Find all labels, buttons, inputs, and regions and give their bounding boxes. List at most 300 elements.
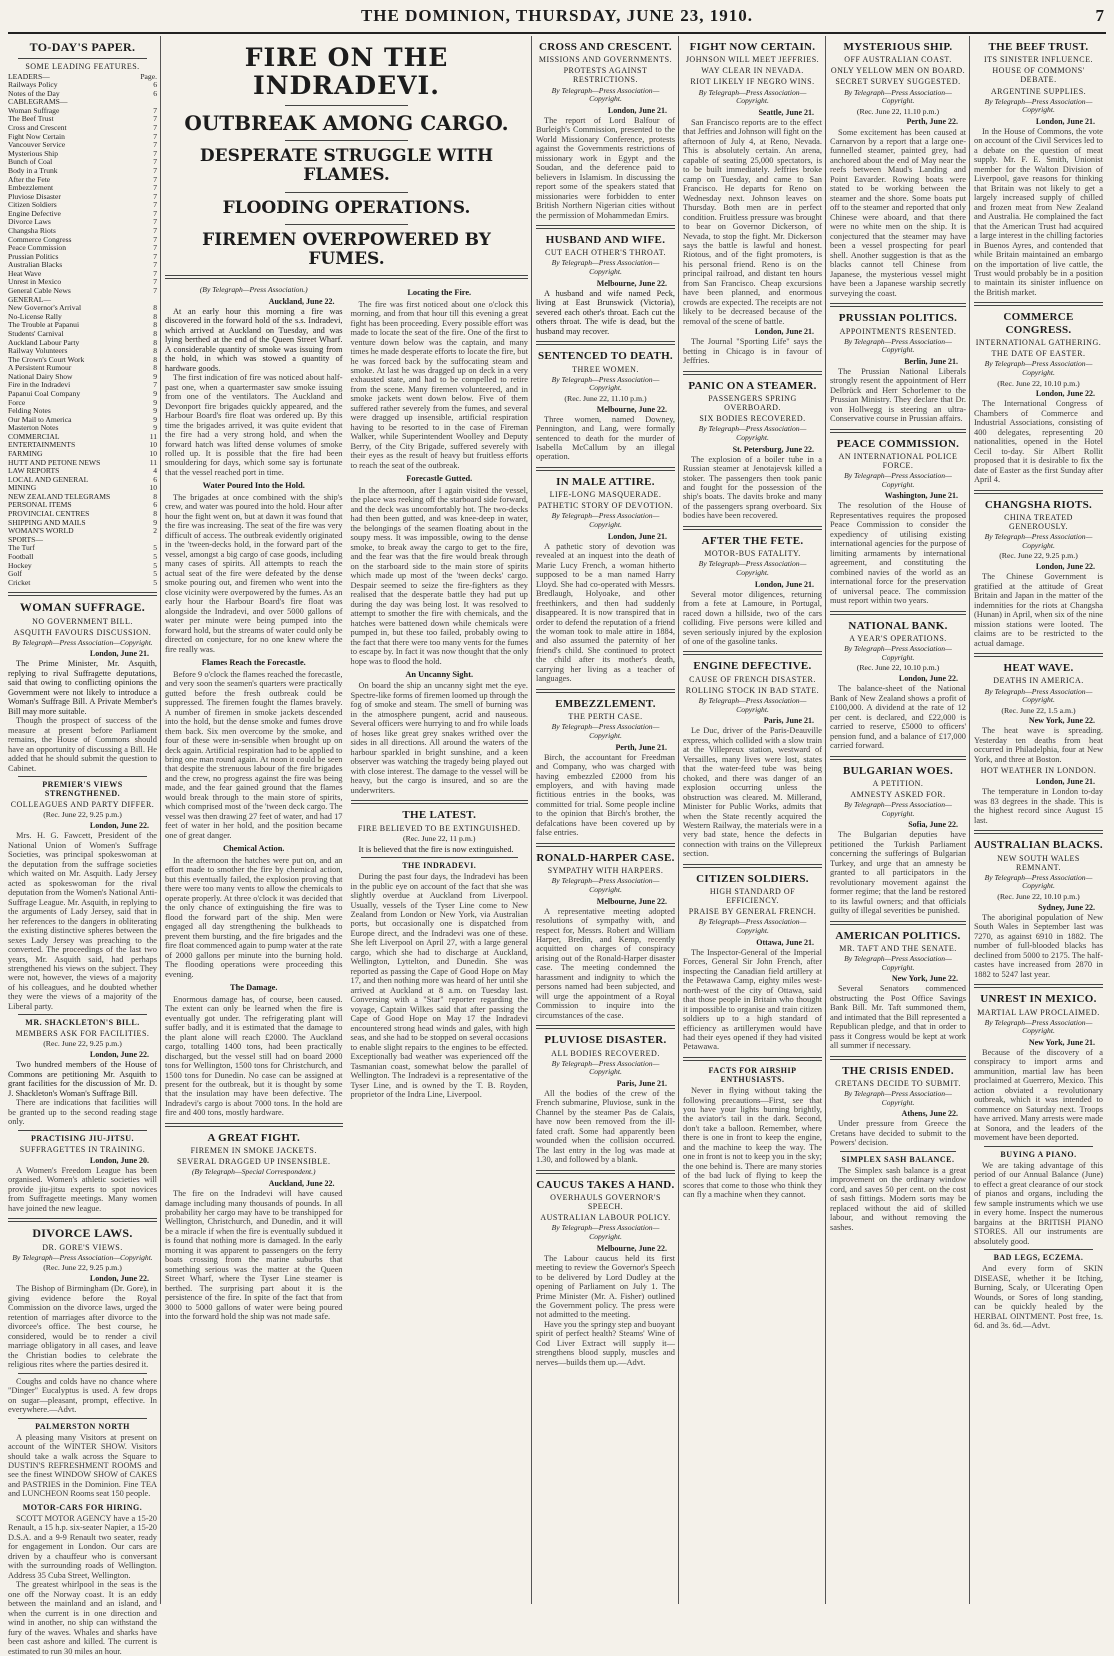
index-entry-label: Prussian Politics — [8, 251, 59, 261]
index-entry-label: Heat Wave — [8, 268, 42, 278]
index-entry-page: 7 — [153, 234, 157, 244]
subhead: RIOT LIKELY IF NEGRO WINS. — [690, 77, 815, 87]
index-entry-page: 7 — [153, 260, 157, 270]
received-time: (Rec. June 22, 9.25 p.m.) — [43, 1263, 122, 1273]
received-time: (Rec. June 22, 10.10 p.m.) — [997, 378, 1080, 388]
index-entry-label: Auckland Labour Party — [8, 337, 80, 347]
index-entry-label: Students' Carnival — [8, 328, 64, 338]
index-entry-page: 7 — [153, 268, 157, 278]
index-entry-page: 7 — [153, 200, 157, 210]
index-entry-page: 7 — [153, 286, 157, 296]
section-head: Locating the Fire. — [407, 288, 472, 298]
subhead: PROTESTS AGAINST RESTRICTIONS. — [563, 66, 648, 85]
index-entry-page: 8 — [153, 311, 157, 321]
dateline: London, June 21. — [1035, 777, 1095, 787]
received-time: (Rec. June 22, 9.25 p.m.) — [999, 551, 1078, 561]
index-entry-label: Australian Blacks — [8, 260, 63, 270]
dateline: Melbourne, June 22. — [596, 1243, 667, 1253]
index-entry-label: National Dairy Show — [8, 371, 73, 381]
headline-embezzlement: EMBEZZLEMENT. — [555, 697, 656, 710]
index-entry-label: Engine Defective — [8, 208, 61, 218]
index-entry-label: Woman Suffrage — [8, 105, 60, 115]
dateline: Sydney, June 22. — [1038, 902, 1095, 912]
index-entry-page: 8 — [153, 328, 157, 338]
byline: By Telegraph—Press Association—Copyright. — [551, 258, 660, 277]
dateline: Ottawa, June 21. — [756, 937, 814, 947]
index-entry-page: 7 — [153, 217, 157, 227]
section-head: The Damage. — [230, 983, 278, 993]
dateline: New York, June 22. — [1028, 716, 1095, 726]
subhead: AMNESTY ASKED FOR. — [850, 790, 946, 800]
subhead: CAUSE OF FRENCH DISASTER. — [689, 674, 816, 684]
column-1: TO-DAY'S PAPER. SOME LEADING FEATURES. LEADERS— Page. Railways Policy 6 Notes of the Day 6 CABLEGRAMS— Woman Suffrage 7 The Beef Trust 7 Cross and Crescent 7 Fight Now Certain 7 Vancouver Service 7 Mysterious Ship 7 Bunch of Coal 7 Body in a Trunk 7 After the Fete 7 Embezzlement 7 Pluviose Disaster 7 Citizen Soldiers 7 Engine Defective 7 Divorce Laws 7 Changsha Riots 7 Commerce Congress 7 Peace Commission 7 Prussian Politics 7 Australian Blacks 7 Heat Wave 7 Unrest in Mexico 7 General Cable News 7 GENERAL— New Governor's Arrival 8 No-License Rally 8 The Trouble at Papanui 8 Students' Carnival 8 Auckland Labour Party 8 Railway Volunteers 8 The Crown's Court Work 8 A Persistent Rumour 8 National Dairy Show 9 Fire in the Indradevi 7 Papanui Coal Company 9 Force 9 Felding Notes 9 Our Mail to America 9 Masterton Notes 9 COMMERCIAL 11 ENTERTAINMENTS 10 FARMING 10 HUTT AND PETONE NEWS 11 LAW REPORTS 4 LOCAL AND GENERAL 6 MINING 10 NEW ZEALAND TELEGRAMS 8 PERSONAL ITEMS 6 PROVINCIAL CENTRES 8 SHIPPING AND MAILS 9 WOMAN'S WORLD 2 SPORTS— The Turf 5 Football 5 Hockey 5 Golf 5 Cricket 5 WOMAN SUFFRAGE. NO GOVERNMENT BILL. ASQUITH FAVOURS DISCUSSION. By Telegraph—Press Association—Copyright. London, June 21. The Prime Minister, Mr. Asquith, replying to rival Suffragette deputations, said that owing to conflicting opinions the Government were not likely to introduce a Woman's Suffrage Bill. A Private Member's Bill may more suitable. Though the prospect of success of the measure at present before Parliament remains, the House of Commons should have an opportunity of discussing a Bill. He added that he should submit the question to Cabinet. PREMIER'S VIEWS STRENGTHENED. COLLEAGUES AND PARTY DIFFER. (Rec. June 22, 9.25 p.m.) London, June 22. Mrs. H. G. Fawcett, President of the National Union of Women's Suffrage Societies, was principal spokeswoman at the deputation from the suffrage societies which waited on Mr. Asquith. Lady Jersey acted as spokeswoman for the rival deputation from the Women's National Anti-Suffrage League. Mr. Asquith, in replying to the arguments of Lady Jersey, said that in her references to the dangers in obliterating the existing distinctive spheres between the sexes Lady Jersey was preaching to the converted. The proceedings of the last two years, Mr. Asquith said, had perhaps strengthened his views on the subject. They were not, however, the views of a majority of his colleagues, and he doubted whether they were the views of a majority of the Liberal party. MR. SHACKLETON'S BILL. MEMBERS ASK FOR FACILITIES. (Rec. June 22, 9.25 p.m.) London, June 22. Two hundred members of the House of Commons are petitioning Mr. Asquith to grant facilities for the discussion of Mr. D. J. Shackleton's Woman's Suffrage Bill. There are indications that facilities will be granted up to the second reading stage only. PRACTISING JIU-JITSU. SUFFRAGETTES IN TRAINING. London, June 20. A Women's Freedom League has been organised. Women's athletic societies will provide jiu-jitsu experts to spot novices from Suffragette meetings. Many women have joined the new league. DIVORCE LAWS. DR. GORE'S VIEWS. By Telegraph—Press Association—Copyright. (Rec. June 22, 9.25 p.m.) London, June 22. The Bishop of Birmingham (Dr. Gore), in giving evidence before the Royal Commission on the divorce laws, urged the retention of marriages after divorce to the divorcee's office. The best course, he considered, would be to render a civil marriage obligatory in all cases, and leave the Christian bodies to celebrate the religious rites where the parties desired it. Coughs and colds have no chance where "Dinger" Eucalyptus is used. A few drops on sugar—pleasant, prompt, effective. In everywhere.—Advt. PALMERSTON NORTH A pleasing many Visitors at present on account of the WINTER SHOW. Visitors should take a walk across the Square to DUSTIN'S REFRESHMENT ROOMS and see the finest WINDOW SHOW of CAKES and PASTRIES in the Dominion. Fine TEA and LUNCHEON Rooms seat 150 people. MOTOR-CARS FOR HIRING. SCOTT MOTOR AGENCY have a 15-20 Renault, a 15 h.p. six-seater Napier, a 15-20 D.S.A. and a 9-9 Renault two seater, ready for engagement in London. Our cars are driven by a chauffeur who is conversant with the surrounding roads of Wellington. Address 35 Cuba Street, Wellington. The greatest whirlpool in the seas is the one off the Norway coast. It is an eddy between the mainland and an island, and when the current is in one direction and wind in another, no ship can withstand the fury of the waves. Whales and sharks have been cast ashore and killed. The current is estimated to run 30 miles an hour. — [8, 36, 161, 1604]
dateline: Auckland, June 22. — [268, 1178, 335, 1188]
index-entry-page: 9 — [153, 371, 157, 381]
index-entry-label: After the Fete — [8, 174, 51, 184]
subhead: INTERNATIONAL GATHERING. — [975, 338, 1102, 348]
headline-heat-wave: HEAT WAVE. — [1003, 662, 1074, 675]
index-entry-label: Mysterious Ship — [8, 148, 58, 158]
index-entry-page: 7 — [153, 183, 157, 193]
section-head: Flames Reach the Forecastle. — [201, 658, 306, 668]
dateline: Paris, June 21. — [616, 1078, 667, 1088]
index-entry-label: Body in a Trunk — [8, 165, 58, 175]
headline-fight-certain: FIGHT NOW CERTAIN. — [689, 41, 816, 53]
index-entry-label: Our Mail to America — [8, 414, 72, 424]
byline: By Telegraph—Press Association—Copyright. — [844, 954, 952, 972]
headline-after-fete: AFTER THE FETE. — [701, 534, 804, 547]
index-entry-label: Golf — [8, 569, 22, 579]
subhead: MR. TAFT AND THE SENATE. — [839, 944, 957, 954]
byline: By Telegraph—Press Association—Copyright. — [551, 876, 660, 894]
index-entry-label: The Turf — [8, 543, 35, 553]
subhead: CRETANS DECIDE TO SUBMIT. — [835, 1079, 961, 1089]
index-entry-label: General Cable News — [8, 286, 71, 296]
received-time: (Rec. June 22, 11.10 p.m.) — [856, 106, 940, 116]
byline: By Telegraph—Press Association—Copyright. — [698, 559, 807, 577]
dateline: London, June 21. — [754, 579, 814, 589]
index-entry-page: 5 — [153, 560, 157, 570]
headline-citizen-soldiers: CITIZEN SOLDIERS. — [696, 872, 809, 885]
index-entry-page: 7 — [153, 114, 157, 124]
column-3: CROSS AND CRESCENT. MISSIONS AND GOVERNMENTS. PROTESTS AGAINST RESTRICTIONS. By Telegraph—Press Association—Copyright. London, June 21. The report of Lord Balfour of Burleigh's Commission, presented to the World Missionary Conference, protests against the Governments restrictions of missionary work in Egypt and the Soudan, and the deference paid to believers in Islamism. In discussing the report some of the speakers stated that missionaries were forbidden to enter British Northern Nigerian cities without the permission of Mohammedan Emirs. HUSBAND AND WIFE. CUT EACH OTHER'S THROAT. By Telegraph—Press Association—Copyright. Melbourne, June 22. A husband and wife named Peck, living at East Brunswick (Victoria), severed each other's throat. Each cut the others throat. The wife is dead, but the husband may recover. SENTENCED TO DEATH. THREE WOMEN. By Telegraph—Press Association—Copyright. (Rec. June 22, 11.10 p.m.) Melbourne, June 22. Three women, named Downey, Pennington, and Lang, were formally sentenced to death for the murder of Isabella McCallum by an illegal operation. IN MALE ATTIRE. LIFE-LONG MASQUERADE. PATHETIC STORY OF DEVOTION. By Telegraph—Press Association—Copyright. London, June 21. A pathetic story of devotion was revealed at an inquest into the death of Marie Lucy French, a woman hitherto supposed to be a man named Harry Lloyd. She had co-operated with Messrs. Bredlaugh, Holyoake, and other freethinkers, and then had suddenly disappeared. It is now transpired that in order to defend the reputation of a friend the woman took to male attire in 1884, and also assumed the paternity of her friend's child. She continued to protect the child after its mother's death, carrying her living as a teacher of languages. EMBEZZLEMENT. THE PERTH CASE. By Telegraph—Press Association—Copyright. Perth, June 21. Birch, the accountant for Freedman and Company, who was charged with having embezzled £2000 from his employers, and with having made fictitious entries in the books, was committed for trial. Some people incline to the opinion that Birch's brother, the defalcations have been covered up by false entries. RONALD-HARPER CASE. SYMPATHY WITH HARPERS. By Telegraph—Press Association—Copyright. Melbourne, June 22. A representative meeting adopted resolutions of sympathy with, and respect for, Messrs. Robert and William Harper, Bredin, and Kemp, recently acquitted on charges of conspiracy arising out of the Ronald-Harper disaster case. The meeting condemned the harassment and indignity to which the persons named had been subjected, and will urge the appointment of a Royal Commission to inquire into the circumstances of the case. PLUVIOSE DISASTER. ALL BODIES RECOVERED. By Telegraph—Press Association—Copyright. Paris, June 21. All the bodies of the crew of the French submarine, Pluviose, sunk in the Channel by the steamer Pas de Calais, have now been removed from the ill-fated craft. Some had apparently been wounded when the collision occurred. The last entry in the log was made at 1.30, and followed by a blank. CAUCUS TAKES A HAND. OVERHAULS GOVERNOR'S SPEECH. AUSTRALIAN LABOUR POLICY. By Telegraph—Press Association—Copyright. Melbourne, June 22. The Labour caucus held its first meeting to review the Governor's Speech to be delivered by Lord Dudley at the opening of Parliament on July 1. The Prime Minister (Mr. A. Fisher) outlined the Government policy. The press were not admitted to the meeting. Have you the springy step and buoyant spirit of perfect health? Steams' Wine of Cod Liver Extract will supply it—strengthens blood supply, muscles and nerves—builds them up.—Advt. — [536, 36, 679, 1604]
index-entry-label: Citizen Soldiers — [8, 200, 57, 210]
subhead: PATHETIC STORY OF DEVOTION. — [537, 501, 674, 511]
byline: By Telegraph—Press Association—Copyright. — [551, 722, 660, 740]
dateline: London, June 22. — [89, 821, 149, 831]
subhead: SEVERAL DRAGGED UP INSENSIBLE. — [176, 1157, 331, 1167]
index-entry-page: 10 — [149, 483, 157, 493]
dateline: Melbourne, June 22. — [596, 404, 667, 414]
subhead: MOTOR-BUS FATALITY. — [704, 549, 801, 559]
index-title: TO-DAY'S PAPER. — [29, 40, 136, 54]
index-entry-label: Embezzlement — [8, 183, 54, 193]
index-entry-page: 5 — [153, 569, 157, 579]
byline: By Telegraph—Press Association—Copyright. — [844, 644, 952, 662]
headline-changsha-riots: CHANGSHA RIOTS. — [984, 498, 1093, 511]
index-entry-page: 5 — [153, 551, 157, 561]
index-entry-page: 8 — [153, 337, 157, 347]
article-text: A husband and wife named Peck, living at East Brunswick (Victoria), severed each other's throat. Each cut the others throat. The wife is dead, but the husband may recover. — [536, 288, 675, 336]
index-entry-label: Fire in the Indradevi — [8, 380, 71, 390]
index-entry-page: 6 — [153, 474, 157, 484]
headline-national-bank: NATIONAL BANK. — [848, 619, 948, 632]
headline-engine-defective: ENGINE DEFECTIVE. — [693, 660, 812, 673]
headline-panic-steamer: PANIC ON A STEAMER. — [688, 379, 817, 392]
index-entry-label: Railways Policy — [8, 80, 58, 90]
index-entry-label: Divorce Laws — [8, 217, 51, 227]
subhead: PRACTISING JIU-JITSU. — [31, 1133, 134, 1143]
subhead: ALL BODIES RECOVERED. — [551, 1048, 660, 1058]
dateline: Berlin, June 21. — [904, 356, 958, 366]
index-entry-label: GENERAL— — [8, 294, 52, 304]
received-time: (Rec. June 22, 9.25 p.m.) — [43, 1039, 122, 1049]
headline-pluviose: PLUVIOSE DISASTER. — [544, 1034, 667, 1047]
index-entry-label: NEW ZEALAND TELEGRAMS — [8, 491, 111, 501]
index-list-general — [8, 296, 157, 588]
byline: By Telegraph—Press Association—Copyright. — [984, 686, 1093, 705]
subhead: SYMPATHY WITH HARPERS. — [547, 866, 664, 876]
headline-prussian-politics: PRUSSIAN POLITICS. — [838, 312, 958, 325]
index-entry-page: 8 — [153, 363, 157, 373]
index-entry-page: 7 — [153, 140, 157, 150]
subhead: A YEAR'S OPERATIONS. — [849, 634, 947, 644]
index-entry-page: 6 — [153, 88, 157, 98]
subhead: ONLY YELLOW MEN ON BOARD. — [830, 66, 966, 76]
subhead: MOTOR-CARS FOR HIRING. — [22, 1502, 143, 1512]
subhead: AUSTRALIAN LABOUR POLICY. — [540, 1213, 671, 1223]
byline: By Telegraph—Press Association—Copyright. — [551, 1058, 660, 1077]
index-entry-page: 8 — [153, 320, 157, 330]
dateline: Seattle, June 21. — [758, 107, 814, 117]
byline: By Telegraph—Press Association—Copyright. — [698, 424, 807, 442]
dateline: New York, June 22. — [891, 974, 958, 984]
byline: (By Telegraph—Press Association.) — [199, 285, 308, 295]
subhead: WAY CLEAR IN NEVADA. — [701, 66, 804, 76]
headline-american-politics: AMERICAN POLITICS. — [835, 929, 961, 942]
headline-latest: THE LATEST. — [402, 809, 477, 822]
received-time: (Rec. June 22, 10.10 p.m.) — [997, 892, 1080, 902]
index-entry-page: 7 — [153, 174, 157, 184]
index-entry-label: CABLEGRAMS— — [8, 97, 68, 107]
masthead — [8, 4, 1106, 34]
index-entry-label: Papanui Coal Company — [8, 388, 81, 398]
subhead: JOHNSON WILL MEET JEFFRIES. — [685, 55, 820, 65]
dateline: Washington, June 21. — [884, 491, 958, 501]
subhead: PALMERSTON NORTH — [35, 1421, 130, 1431]
index-entry-page: 11 — [149, 431, 157, 441]
received-time: (Rec. June 22, 11.10 p.m.) — [564, 393, 647, 403]
received-time: (Rec. June 22, 1.5 a.m.) — [1001, 705, 1076, 715]
headline-fire-indradevi: FIRE ON THE INDRADEVI. — [244, 43, 449, 101]
dateline: London, June 21. — [607, 105, 667, 115]
index-entry-page: 8 — [153, 491, 157, 501]
section-head: Water Poured Into the Hold. — [202, 481, 305, 491]
subhead: PASSENGERS SPRING OVERBOARD. — [708, 394, 797, 413]
article-text: At an early hour this morning a fire was discovered in the forward hold of the s.s. Indradevi, which arrived at Auckland on Tuesday, and was lying berthed at the end of the Queen Street Wharf. A considerable quantity of smoke was issuing from the hold, in which was stowed a quantity of hardware goods. — [165, 306, 343, 373]
index-entry-label: WOMAN'S WORLD — [8, 526, 74, 536]
byline: By Telegraph—Press Association—Copyright. — [698, 87, 807, 106]
headline-woman-suffrage: WOMAN SUFFRAGE. — [19, 600, 146, 615]
index-entry-page: 9 — [153, 388, 157, 398]
subhead: MR. SHACKLETON'S BILL. — [25, 1018, 140, 1028]
dateline: Paris, June 21. — [763, 716, 814, 726]
column-5: MYSTERIOUS SHIP. OFF AUSTRALIAN COAST. ONLY YELLOW MEN ON BOARD. SECRET SURVEY SUGGESTED. By Telegraph—Press Association—Copyright. (Rec. June 22, 11.10 p.m.) Perth, June 22. Some excitement has been caused at Carnarvon by a report that a large one-funnelled steamer, painted grey, had anchored about the end of May near the reefs between Maud's Landing and Point Eavarder. Rowing boats were stated to be working between the steamer and the shore. Some boats put off to the steamer and reported that only Chinese were aboard, and that there were no white men on the ship. It is conjectured that the steamer may have been a vessel prospecting for pearl shell. Another suggestion is that as the blacks cannot tell Chinese from Japanese, the mysterious vessel might have been a Japanese warship secretly surveying the coast. PRUSSIAN POLITICS. APPOINTMENTS RESENTED. By Telegraph—Press Association—Copyright. Berlin, June 21. The Prussian National Liberals strongly resent the appointment of Herr Delbrück and Herr Schorlemer to the Prussian Ministry. They declare that Dr. von Hollwegg is steering an ultra-Conservative course in Prussian affairs. PEACE COMMISSION. AN INTERNATIONAL POLICE FORCE. By Telegraph—Press Association—Copyright. Washington, June 21. The resolution of the House of Representatives requires the proposed Peace Commission to consider the expediency of utilising existing international agencies for the purpose of limiting armaments by international agreement, and constituting the combined navies of the world as an international force for the preservation of universal peace. The commission must report within two years. NATIONAL BANK. A YEAR'S OPERATIONS. By Telegraph—Press Association—Copyright. (Rec. June 22, 10.10 p.m.) London, June 22. The balance-sheet of the National Bank of New Zealand shows a profit of £100,000. A dividend at the rate of 12 per cent. is declared, and £22,000 is carried to reserve, £5000 to officers' pension fund, and a balance of £17,000 carried forward. BULGARIAN WOES. A PETITION. AMNESTY ASKED FOR. By Telegraph—Press Association—Copyright. Sofia, June 22. The Bulgarian deputies have petitioned the Turkish Parliament concerning the sufferings of Bulgarian Turkey, and urge that an amnesty be granted to all participators in the revolutionary movement against the former regime; that the land be restored to its lawful owners; and that officials guilty of illegal severities be punished. AMERICAN POLITICS. MR. TAFT AND THE SENATE. By Telegraph—Press Association—Copyright. New York, June 22. Several Senators commenced obstructing the Post Office Savings Bank Bill. Mr. Taft summoned them, and intimated that the Bill represented a Republican pledge, and that in order to pass it Congress would be kept at work all summer if necessary. THE CRISIS ENDED. CRETANS DECIDE TO SUBMIT. By Telegraph—Press Association—Copyright. Athens, June 22. Under pressure from Greece the Cretans have decided to submit to the Powers' decision. SIMPLEX SASH BALANCE. The Simplex sash balance is a great improvement on the ordinary window cord, and saves 50 per cent. on the cost of sash fittings. Modern sorts may be replaced without the aid of skilled labour, and without removing the sashes. — [830, 36, 970, 1604]
index-entry-label: Notes of the Day — [8, 88, 60, 98]
subhead: ITS SINISTER INFLUENCE. — [983, 55, 1094, 65]
fire-story-body: (By Telegraph—Press Association.) Auckland, June 22. At an early hour this morning a fire was discovered in the forward hold of the s.s. Indradevi, which arrived at Auckland on Tuesday, and was lying berthed at the end of the Queen Street Wharf. A considerable quantity of smoke was issuing from the hold, in which was stowed a quantity of hardware goods. The first indication of fire was noticed about half-past one, when a quartermaster saw smoke issuing from one of the ventilators. The Auckland and Devonport fire brigades quickly appeared, and the Harbour Board's fire float was ordered up. By this time the brigades arrived, it was quite evident that the fire had a very strong hold, and when the forward hatch was lifted dense volumes of smoke rolled up. It is possible that the fire had been smouldering for days, which some say is fortunate that the vessel reached port in time. Water Poured Into the Hold. The brigades at once combined with the ship's crew, and water was poured into the hold. Hour after hour the fight went on, but at dawn it was found that the fire was increasing. The seat of the fire was very difficult of access. The outbreak evidently originated in the 'tween-decks hold, in the forward part of the vessel, amongst a big cargo of case goods, including many cases of spirits. All attempts to reach the actual seat of the fire were defeated by the dense smoke pouring out, and firemen who went into the close vicinity were overpowered by the fumes. As an early hour the Harbour Board's fire float was alongside the Indradevi, and over 5000 gallons of water per minute were being pumped into the forward hold, but the streams of water could only be directed on conjecture, for no one knew where the fire really was. Flames Reach the Forecastle. Before 9 o'clock the flames reached the forecastle, and very soon the seamen's quarters were practically gutted before the fresh outbreak could be suppressed. The firemen fought the flames bravely. A number of firemen in smoke jackets descended into the hold, but the dense smoke and fumes drove them back. Six men overcome by the smoke, and four of these were in-sensible when brought up on deck again. Artificial respiration had to be applied to bring one man round again. At noon it could be seen that despite the strenuous labour of the fire brigades and the crew, no progress against the fire was being made, and the fear gained ground that the flames would break through to the main store of spirits, which comprised most of the 'tween deck cargo. The vessel was then drawing 27 feet of water, and had 17 feet of water in her hold, and the position became one of great danger. Chemical Action. In the afternoon the hatches were put on, and an effort made to smother the fire by chemical action, but this eventually failed, the explosion proving that there were too many vents to allow the chemicals to operate properly. At three o'clock it was decided that the only chance of extinguishing the fire was to flood the forward part of the ship. Men were engaged all day strengthening the bulkheads to prevent them bursting, and the fire brigades and the fire float commenced again to pump water at the rate of 2000 gallons per minute into the burning hold. The flooding operations were proceeding this evening. The Damage. Enormous damage has, of course, been caused. The extent can only be learned when the fire is eventually got under. The refrigerating plant will suffer badly, and it is estimated that the damage to the plant alone will reach £2000. The Auckland cargo, totalling 1400 tons, had been practically discharged, but the vessel still had on board 2000 tons for Wellington, 1500 tons for Christchurch, and 1500 tons for Dunedin. No case can be assigned at present for the outbreak, but it is thought by some that the insulation may have been defective. The Indradevi's cargo is about 7000 tons. In the hold are fire and 400 tons, mostly hardware. A GREAT FIGHT. FIREMEN IN SMOKE JACKETS. SEVERAL DRAGGED UP INSENSIBLE. (By Telegraph—Special Correspondent.) Auckland, June 22. The fire on the Indradevi will have caused damage including many thousands of pounds. In all probability her cargo may have to be transhipped for Wellington, Christchurch, and Dunedin, and it will be a miracle if when the fire is eventually subdued it is found that nothing more is damaged. In the early morning it was apparent to passengers on the ferry boats crossing from the marine suburbs that something serious was the matter at the Queen Street Wharf, where the Tyser Line steamer is berthed. The surprising part about it is the persistence of the fire. In spite of the fact that from 3000 to 5000 gallons of water were being poured into the forward hold the ship was not made safe. Locating the Fire. The fire was first noticed about one o'clock this morning, and from that hour till this evening a great fight has been proceeding. Every possible effort was made to locate the seat of the fire. One of the first to venture down below was the captain, and many times he made desperate efforts to locate the fire, but he was forced back by the suffocating steam and smoke. At last he was dragged up on deck in a very exhausted state, and had to be compelled to retire from the scene. Many firemen volunteered, and in smoke jackets went down below. Five of them suffered rather severely from the fumes, and several were dragged up insensible, artificial respiration having to be resorted to in the case of Fireman Walker, while Superintendent Woolley and Deputy Berry, of the City Brigade, suffered severely with their eyes as the result of heavy but fruitless efforts to reach the seat of the outbreak. Forecastle Gutted. In the afternoon, after I again visited the vessel, the place was reeking off the starboard side forward, and the deck was uncomfortably hot. The two-decks had then been gutted, and was knee-deep in water, the belongings of the seamen floating about in the soupy mess. It was impossible, owing to the dense smoke, to break away the cargo to get to the fire, and the fear was that the fire would break through on the starboard side to the main store of spirits which made up most of the 'tween decks' cargo. Despair seemed to seize the fire-fighters as they realised that the desperate battle they had put up during the day was being lost. It was resolved to attempt to smother the fire with chemicals, and the hatches were battened down while chemicals were pumped in, but these too failed, probably owing to the fact that there were too many vents for the fumes to escape by. In fact it was now thought that the only hope was to flood the hold. An Uncanny Sight. On board the ship an uncanny sight met the eye. Spectre-like forms of firemen loomed up through the fog of smoke and steam. The smell of burning was in the atmosphere pungent, acrid and nauseous. Several officers were hurrying to and fro while loads of hoses like great grey snakes writhed over the sides in all directions. All around the waters of the harbour sparkled in bright sunshine, and a keen observer was watching the tragedy being played out with close interest. The damage to the vessel will be heavy, but the cargo is insured, and so are the underwriters. THE LATEST. FIRE BELIEVED TO BE EXTINGUISHED. (Rec. June 22, 11 p.m.) It is believed that the fire is now extinguished. THE INDRADEVI. During the past four days, the Indradevi has been in the public eye on account of the fact that she was slightly overdue at Auckland from Liverpool. Usually, vessels of the Tyser Line come to New Zealand from London or New York, via Australian ports, but occasionally one is dispatched from Europe direct, and the Indradevi was one of these. She left Liverpool on April 27, with a large general cargo, which she had to discharge at Auckland, Wellington, Lyttelton, and Dunedin. She was reported as passing the Cape of Good Hope on May 17, and then nothing more was heard of her until she arrived at Auckland at 8 a.m. on Tuesday last. Conversing with a "Star" reporter regarding the voyage, Captain Wilkes said that after passing the Cape of Good Hope on May 17 the Indradevi encountered strong head winds and gales, with high seas, and she had to be stopped on several occasions to enable slight repairs to the engines to be effected. Exceptionally bad weather was experienced off the Tasmanian coast, somewhat below the parallel of Wellington. The Indradevi is a representative of the Tyser Line, and is owned by the T. B. Royden, proprietor of the Indra Line, Liverpool. — [165, 285, 529, 1322]
index-entry-label: Cross and Crescent — [8, 123, 67, 133]
index-subtitle: SOME LEADING FEATURES. — [25, 61, 140, 71]
index-entry-label: Railway Volunteers — [8, 346, 68, 356]
index-entry-page: 5 — [153, 577, 157, 587]
index-entry — [8, 570, 157, 579]
index-entry-label: Unrest in Mexico — [8, 277, 62, 287]
index-entry-page: Page. — [140, 71, 157, 81]
subhead: BAD LEGS, ECZEMA. — [993, 1253, 1084, 1263]
index-entry-label: Hockey — [8, 560, 32, 570]
index-entry-label: Commerce Congress — [8, 234, 72, 244]
index-entry-page: 7 — [153, 148, 157, 158]
byline: By Telegraph—Press Association—Copyright. — [984, 532, 1093, 550]
headline-commerce-congress: COMMERCE CONGRESS. — [1003, 311, 1074, 336]
headline-caucus: CAUCUS TAKES A HAND. — [536, 1178, 675, 1191]
subhead: THE DATE OF EASTER. — [991, 349, 1086, 359]
dateline: Athens, June 22. — [901, 1109, 958, 1119]
headline-peace-commission: PEACE COMMISSION. — [836, 437, 960, 450]
index-entry-label: Pluviose Disaster — [8, 191, 61, 201]
headline-divorce-laws: DIVORCE LAWS. — [32, 1226, 133, 1241]
subhead: AN INTERNATIONAL POLICE FORCE. — [838, 452, 958, 471]
dateline: London, June 21. — [1035, 116, 1095, 126]
subhead: COLLEAGUES AND PARTY DIFFER. — [10, 800, 155, 810]
index-entry — [8, 579, 157, 588]
subhead: LIFE-LONG MASQUERADE. — [549, 490, 662, 500]
dateline: Perth, June 22. — [906, 117, 958, 127]
byline: By Telegraph—Press Association—Copyright. — [844, 800, 952, 818]
index-entry-label: Cricket — [8, 577, 31, 587]
column-6: THE BEEF TRUST. ITS SINISTER INFLUENCE. HOUSE OF COMMONS' DEBATE. ARGENTINE SUPPLIES. By Telegraph—Press Association—Copyright. London, June 21. In the House of Commons, the vote on account of the Civil Services led to a debate on the question of meat supply. Mr. F. E. Smith, Unionist member for the Walton Division of Liverpool, gave reasons for thinking that Britain was not likely to get a largely increased supply of chilled and frozen meat from New Zealand and Australia. He complained the fact that the American Trust had acquired a large interest in the chilling factories in Buenos Ayres, and contended that while Britain maintained an embargo on the importation of live cattle, the Trust would probably be in a position to maintain its sinister influence on the British market. COMMERCE CONGRESS. INTERNATIONAL GATHERING. THE DATE OF EASTER. By Telegraph—Press Association—Copyright. (Rec. June 22, 10.10 p.m.) London, June 22. The International Congress of Chambers of Commerce and Industrial Associations, consisting of 400 delegates, representing 20 nationalities, opened in the Hotel Cecil to-day. Sir Albert Rollit proposed that it is desirable to fix the date of Easter as the first Sunday after April 4. CHANGSHA RIOTS. CHINA TREATED GENEROUSLY. By Telegraph—Press Association—Copyright. (Rec. June 22, 9.25 p.m.) London, June 22. The Chinese Government is gratified at the attitude of Great Britain and Japan in the matter of the indemnities for the riots at Changsha (Hunan) in April, when six of the nine mission stations were looted. The claims are to be restricted to the actual damage. HEAT WAVE. DEATHS IN AMERICA. By Telegraph—Press Association—Copyright. (Rec. June 22, 1.5 a.m.) New York, June 22. The heat wave is spreading. Yesterday ten deaths from heat occurred in Philadelphia, four at New York, and three at Boston. HOT WEATHER IN LONDON. London, June 21. The temperature in London to-day was 83 degrees in the shade. This is the highest record since August 15 last. AUSTRALIAN BLACKS. NEW SOUTH WALES REMNANT. By Telegraph—Press Association—Copyright. (Rec. June 22, 10.10 p.m.) Sydney, June 22. The aboriginal population of New South Wales in September last was 7270, as against 6910 in 1882. The number of full-blooded blacks has declined from 5000 to 2175. The half-castes have increased from 2870 in 1882 to 5247 last year. UNREST IN MEXICO. MARTIAL LAW PROCLAIMED. By Telegraph—Press Association—Copyright. New York, June 21. Because of the discovery of a conspiracy to import arms and ammunition, martial law has been proclaimed at Guerrero, Mexico. This action obviated a revolutionary outbreak, which it was intended to commence on Saturday next. Troops have arrived. Many arrests were made at Sonora, and the leaders of the movement have been deported. BUYING A PIANO. We are taking advantage of this period of our Annual Balance (June) to effect a great clearance of our stock of pianos and organs, including the few sample instruments which we use in every home. Inspect the numerous bargains at the BRITISH PIANO STORES. All our instruments are absolutely good. BAD LEGS, ECZEMA. And every form of SKIN DISEASE, whether it be Itching, Burning, Scaly, or Ulcerating Open Wounds, or Sores of long standing, can be quickly healed by the HERBAL OINTMENT. Post free, 1s. 6d. and 3s. 6d.—Advt. — [974, 41, 1103, 1331]
byline: By Telegraph—Press Association—Copyright. — [984, 872, 1093, 891]
dateline: London, June 21. — [89, 649, 149, 659]
index-list — [8, 73, 157, 296]
headline-unrest-mexico: UNREST IN MEXICO. — [980, 993, 1097, 1006]
index-entry-page: 7 — [153, 165, 157, 175]
index-entry-page: 10 — [149, 449, 157, 459]
byline: By Telegraph—Press Association—Copyright. — [984, 1017, 1093, 1036]
index-entry — [8, 562, 157, 571]
byline: By Telegraph—Press Association—Copyright. — [844, 87, 952, 106]
subhead: NO GOVERNMENT BILL. — [32, 616, 133, 626]
index-entry-label: Bunch of Coal — [8, 157, 53, 167]
index-entry-page: 8 — [153, 509, 157, 519]
index-entry-page: 7 — [153, 123, 157, 133]
index-entry-label: The Beef Trust — [8, 114, 54, 124]
subhead: PRAISE BY GENERAL FRENCH. — [688, 907, 817, 917]
index-entry-page: 2 — [153, 526, 157, 536]
subhead: PREMIER'S VIEWS STRENGTHENED. — [42, 780, 123, 799]
dateline: Sofia, June 22. — [908, 820, 958, 830]
headline-sentenced-death: SENTENCED TO DEATH. — [538, 350, 673, 363]
dateline: Melbourne, June 22. — [596, 278, 667, 288]
dateline: London, June 22. — [89, 1274, 149, 1284]
index-entry-label: SHIPPING AND MAILS — [8, 517, 86, 527]
index-entry-page: 7 — [153, 225, 157, 235]
index-entry-label: MINING — [8, 483, 37, 493]
index-entry-label: PERSONAL ITEMS — [8, 500, 72, 510]
headline-desperate-struggle: DESPERATE STRUGGLE WITH FLAMES. — [199, 146, 494, 186]
index-entry-label: PROVINCIAL CENTRES — [8, 509, 90, 519]
dateline: Perth, June 21. — [615, 742, 667, 752]
index-entry-page: 7 — [153, 157, 157, 167]
index-entry-page: 9 — [153, 397, 157, 407]
subhead: CHINA TREATED GENEROUSLY. — [1004, 513, 1073, 532]
subhead: SIMPLEX SASH BALANCE. — [841, 1154, 955, 1164]
index-entry-label: HUTT AND PETONE NEWS — [8, 457, 101, 467]
headline-flooding: FLOODING OPERATIONS. — [222, 197, 471, 218]
byline: By Telegraph—Press Association—Copyright. — [984, 96, 1093, 115]
masthead-title: THE DOMINION, THURSDAY, JUNE 23, 1910. — [360, 6, 754, 25]
subhead: FIREMEN IN SMOKE JACKETS. — [190, 1146, 317, 1156]
section-head: Chemical Action. — [223, 844, 285, 854]
dateline: London, June 21. — [754, 327, 814, 337]
index-entry-page: 8 — [153, 303, 157, 313]
subhead: THE INDRADEVI. — [402, 861, 477, 871]
subhead: BUYING A PIANO. — [1000, 1149, 1077, 1159]
page-number: 7 — [1095, 6, 1104, 25]
subhead: ROLLING STOCK IN BAD STATE. — [685, 685, 820, 695]
index-entry-label: LOCAL AND GENERAL — [8, 474, 89, 484]
byline: By Telegraph—Press Association—Copyright. — [698, 695, 807, 714]
subhead: ASQUITH FAVOURS DISCUSSION. — [13, 627, 152, 637]
index-entry-label: Football — [8, 551, 34, 561]
headline-great-fight: A GREAT FIGHT. — [207, 1131, 301, 1144]
index-entry-page: 10 — [149, 440, 157, 450]
headline-ronald-harper: RONALD-HARPER CASE. — [536, 851, 675, 864]
index-entry-page: 6 — [153, 500, 157, 510]
headline-mysterious-ship: MYSTERIOUS SHIP. — [843, 41, 953, 53]
index-entry-label: LEADERS— — [8, 71, 50, 81]
subhead: DEATHS IN AMERICA. — [993, 676, 1084, 686]
dateline: London, June 22. — [89, 1050, 149, 1060]
subhead: HOT WEATHER IN LONDON. — [980, 766, 1097, 776]
index-entry-label: New Governor's Arrival — [8, 303, 82, 313]
index-entry-page: 7 — [153, 208, 157, 218]
index-entry-label: COMMERCIAL — [8, 431, 60, 441]
subhead: OVERHAULS GOVERNOR'S SPEECH. — [550, 1193, 661, 1212]
dateline: Auckland, June 22. — [268, 296, 335, 306]
index-entry-page: 7 — [153, 191, 157, 201]
byline: By Telegraph—Press Association—Copyright. — [984, 359, 1093, 377]
dateline: London, June 20. — [89, 1155, 149, 1165]
subhead: FACTS FOR AIRSHIP ENTHUSIASTS. — [708, 1065, 797, 1084]
headline-outbreak: OUTBREAK AMONG CARGO. — [184, 110, 509, 135]
dateline: Melbourne, June 22. — [596, 896, 667, 906]
byline: By Telegraph—Press Association—Copyright. — [844, 336, 952, 355]
index-entry-label: Felding Notes — [8, 406, 51, 416]
index-entry-label: Masterton Notes — [8, 423, 59, 433]
index-entry-page: 7 — [153, 251, 157, 261]
index-entry-page: 7 — [153, 131, 157, 141]
index-entry-page: 9 — [153, 423, 157, 433]
index-entry-label: Force — [8, 397, 26, 407]
index-entry-label: Vancouver Service — [8, 140, 66, 150]
subhead: SECRET SURVEY SUGGESTED. — [835, 77, 961, 87]
index-entry-page: 7 — [153, 243, 157, 253]
byline: By Telegraph—Press Association—Copyright. — [551, 374, 660, 393]
index-entry-page: 9 — [153, 406, 157, 416]
dateline: New York, June 21. — [1028, 1037, 1095, 1047]
index-entry-label: Changsha Riots — [8, 225, 56, 235]
subhead: DR. GORE'S VIEWS. — [42, 1242, 123, 1252]
subhead: ARGENTINE SUPPLIES. — [990, 86, 1087, 96]
dateline: St. Petersburg, June 22. — [732, 444, 814, 454]
subhead: SIX BODIES RECOVERED. — [699, 414, 806, 424]
dateline: London, June 22. — [1035, 562, 1095, 572]
byline: By Telegraph—Press Association—Copyright. — [844, 1089, 952, 1107]
index-entry-page: 5 — [153, 543, 157, 553]
index-entry-label: FARMING — [8, 449, 43, 459]
received-time: (Rec. June 22, 10.10 p.m.) — [856, 663, 940, 673]
subhead: OFF AUSTRALIAN COAST. — [844, 55, 952, 65]
dateline: London, June 22. — [898, 674, 958, 684]
headline-australian-blacks: AUSTRALIAN BLACKS. — [974, 839, 1103, 852]
index-entry-label: A Persistent Rumour — [8, 363, 72, 373]
headline-crisis-ended: THE CRISIS ENDED. — [842, 1064, 954, 1077]
subhead: MISSIONS AND GOVERNMENTS. — [538, 55, 673, 65]
dateline: London, June 21. — [607, 531, 667, 541]
subhead: MEMBERS ASK FOR FACILITIES. — [15, 1029, 150, 1039]
subhead: THE PERTH CASE. — [568, 712, 643, 722]
subhead: NEW SOUTH WALES REMNANT. — [997, 853, 1080, 872]
subhead: SUFFRAGETTES IN TRAINING. — [19, 1144, 146, 1154]
index-entry-label: The Crown's Court Work — [8, 354, 85, 364]
index-entry-page: 8 — [153, 354, 157, 364]
article-text: The Prime Minister, Mr. Asquith, replying to rival Suffragette deputations, said that owing to conflicting opinions the Government were not likely to introduce a Woman's Suffrage Bill. A Private Member's Bill may more suitable. — [8, 659, 157, 716]
headline-beef-trust: THE BEEF TRUST. — [988, 41, 1089, 53]
index-entry-label: SPORTS— — [8, 534, 43, 544]
subhead: A PETITION. — [872, 779, 924, 789]
index-entry-label: Fight Now Certain — [8, 131, 65, 141]
headline-husband-wife: HUSBAND AND WIFE. — [545, 234, 666, 247]
column-2-fire-story — [165, 36, 532, 1604]
index-entry-page: 9 — [153, 414, 157, 424]
index-entry-page: 9 — [153, 517, 157, 527]
subhead: APPOINTMENTS RESENTED. — [839, 326, 957, 336]
column-4: FIGHT NOW CERTAIN. JOHNSON WILL MEET JEFFRIES. WAY CLEAR IN NEVADA. RIOT LIKELY IF NEGRO WINS. By Telegraph—Press Association—Copyright. Seattle, June 21. San Francisco reports are to the effect that Jeffries and Johnson will fight on the afternoon of July 4, at Reno, Nevada. This is absolutely certain. An arena, capable of seating 25,000 spectators, is to be built immediately. Jeffries broke camp on Tuesday, and came to San Francisco. He departs for Reno on Wednesday next. Johnson leaves on Thursday. Both men are in perfect condition. Fruitless pressure was brought to bear on Governor Dickerson, of Nevada, to stop the fight. Mr. Dickerson says the battle is lawful and honest. Riotous, and of the fight promoters, is his personal friend. Reno is on the principal railroad, and distant ten hours from San Francisco. Cheap excursions have been planned, and enormous crowds are expected. The receipts are not likely to be decreased because of the removal of the scene of battle. London, June 21. The Journal "Sporting Life" says the betting in Chicago is in favour of Jeffries. PANIC ON A STEAMER. PASSENGERS SPRING OVERBOARD. SIX BODIES RECOVERED. By Telegraph—Press Association—Copyright. St. Petersburg, June 22. The explosion of a boiler tube in a Russian steamer at Jenotajevsk killed a stoker. The passengers then took panic and fought for the possession of the ship's boats. The davits broke and many of the passengers sprang overboard. Six bodies have been recovered. AFTER THE FETE. MOTOR-BUS FATALITY. By Telegraph—Press Association—Copyright. London, June 21. Several motor diligences, returning from a fete at Lamoure, in Portugal, raced down a hillside, two of the cars colliding. Five persons were killed and seven seriously injured by the explosion of one of the gasoline tanks. ENGINE DEFECTIVE. CAUSE OF FRENCH DISASTER. ROLLING STOCK IN BAD STATE. By Telegraph—Press Association—Copyright. Paris, June 21. Le Duc, driver of the Paris-Deauville express, which collided with a slow train at the Villepreux station, westward of Versailles, many lives were lost, states that the water-feed tube was being choked, and there was danger of an explosion occurring unless the obstruction was cleared. M. Millerand, Minister for Public Works, admits that when the State recently acquired the Western Railway, the materials were in a very bad state, hence the defects in connection with trains on the Villepreux section. CITIZEN SOLDIERS. HIGH STANDARD OF EFFICIENCY. PRAISE BY GENERAL FRENCH. By Telegraph—Press Association—Copyright. Ottawa, June 21. The Inspector-General of the Imperial Forces, General Sir John French, after inspecting the Canadian field artillery at the Petawawa Camp, eighty miles west-north-west of the city of Ottawa, said that those people in Britain who thought it impossible to organise and train citizen soldiers up to a high standard of efficiency as artillerymen would have had their eyes opened if they had visited Petawawa. FACTS FOR AIRSHIP ENTHUSIASTS. Never in flying without taking the following precautions—First, see that you have your lights burning brightly, the aviator's tail in the dark. Second, don't take a balloon. Remember, where there is one in front to keep the engine, and the machine to keep the way. The one in front is not to keep you in the sky; the one behind is. There are many stories of the bad luck of flying to keep the scores that come to those who think they can fly a machine when they cannot. — [683, 36, 826, 1604]
index-entry-label: LAW REPORTS — [8, 466, 60, 476]
byline: By Telegraph—Press Association—Copyright. — [12, 1252, 153, 1262]
index-entry-page: 8 — [153, 346, 157, 356]
subhead: HIGH STANDARD OF EFFICIENCY. — [709, 887, 796, 906]
byline: By Telegraph—Press Association—Copyright. — [698, 917, 807, 936]
article-text: It is believed that the fire is now extinguished. — [358, 844, 514, 854]
byline: (By Telegraph—Special Correspondent.) — [191, 1167, 316, 1177]
received-time: (Rec. June 22, 11 p.m.) — [403, 833, 476, 843]
index-entry-page: 7 — [153, 105, 157, 115]
subhead: FIRE BELIEVED TO BE EXTINGUISHED. — [357, 823, 521, 833]
byline: By Telegraph—Press Association—Copyright. — [844, 471, 952, 489]
section-head: An Uncanny Sight. — [405, 670, 474, 679]
index-entry-label: Peace Commission — [8, 243, 67, 253]
section-head: Forecastle Gutted. — [406, 474, 473, 484]
index-entry-page: 7 — [153, 277, 157, 287]
index-entry — [8, 390, 157, 399]
byline: By Telegraph—Press Association—Copyright. — [12, 637, 153, 647]
index-entry-label: ENTERTAINMENTS — [8, 440, 76, 450]
headline-male-attire: IN MALE ATTIRE. — [556, 475, 655, 488]
headline-bulgarian-woes: BULGARIAN WOES. — [842, 764, 954, 777]
